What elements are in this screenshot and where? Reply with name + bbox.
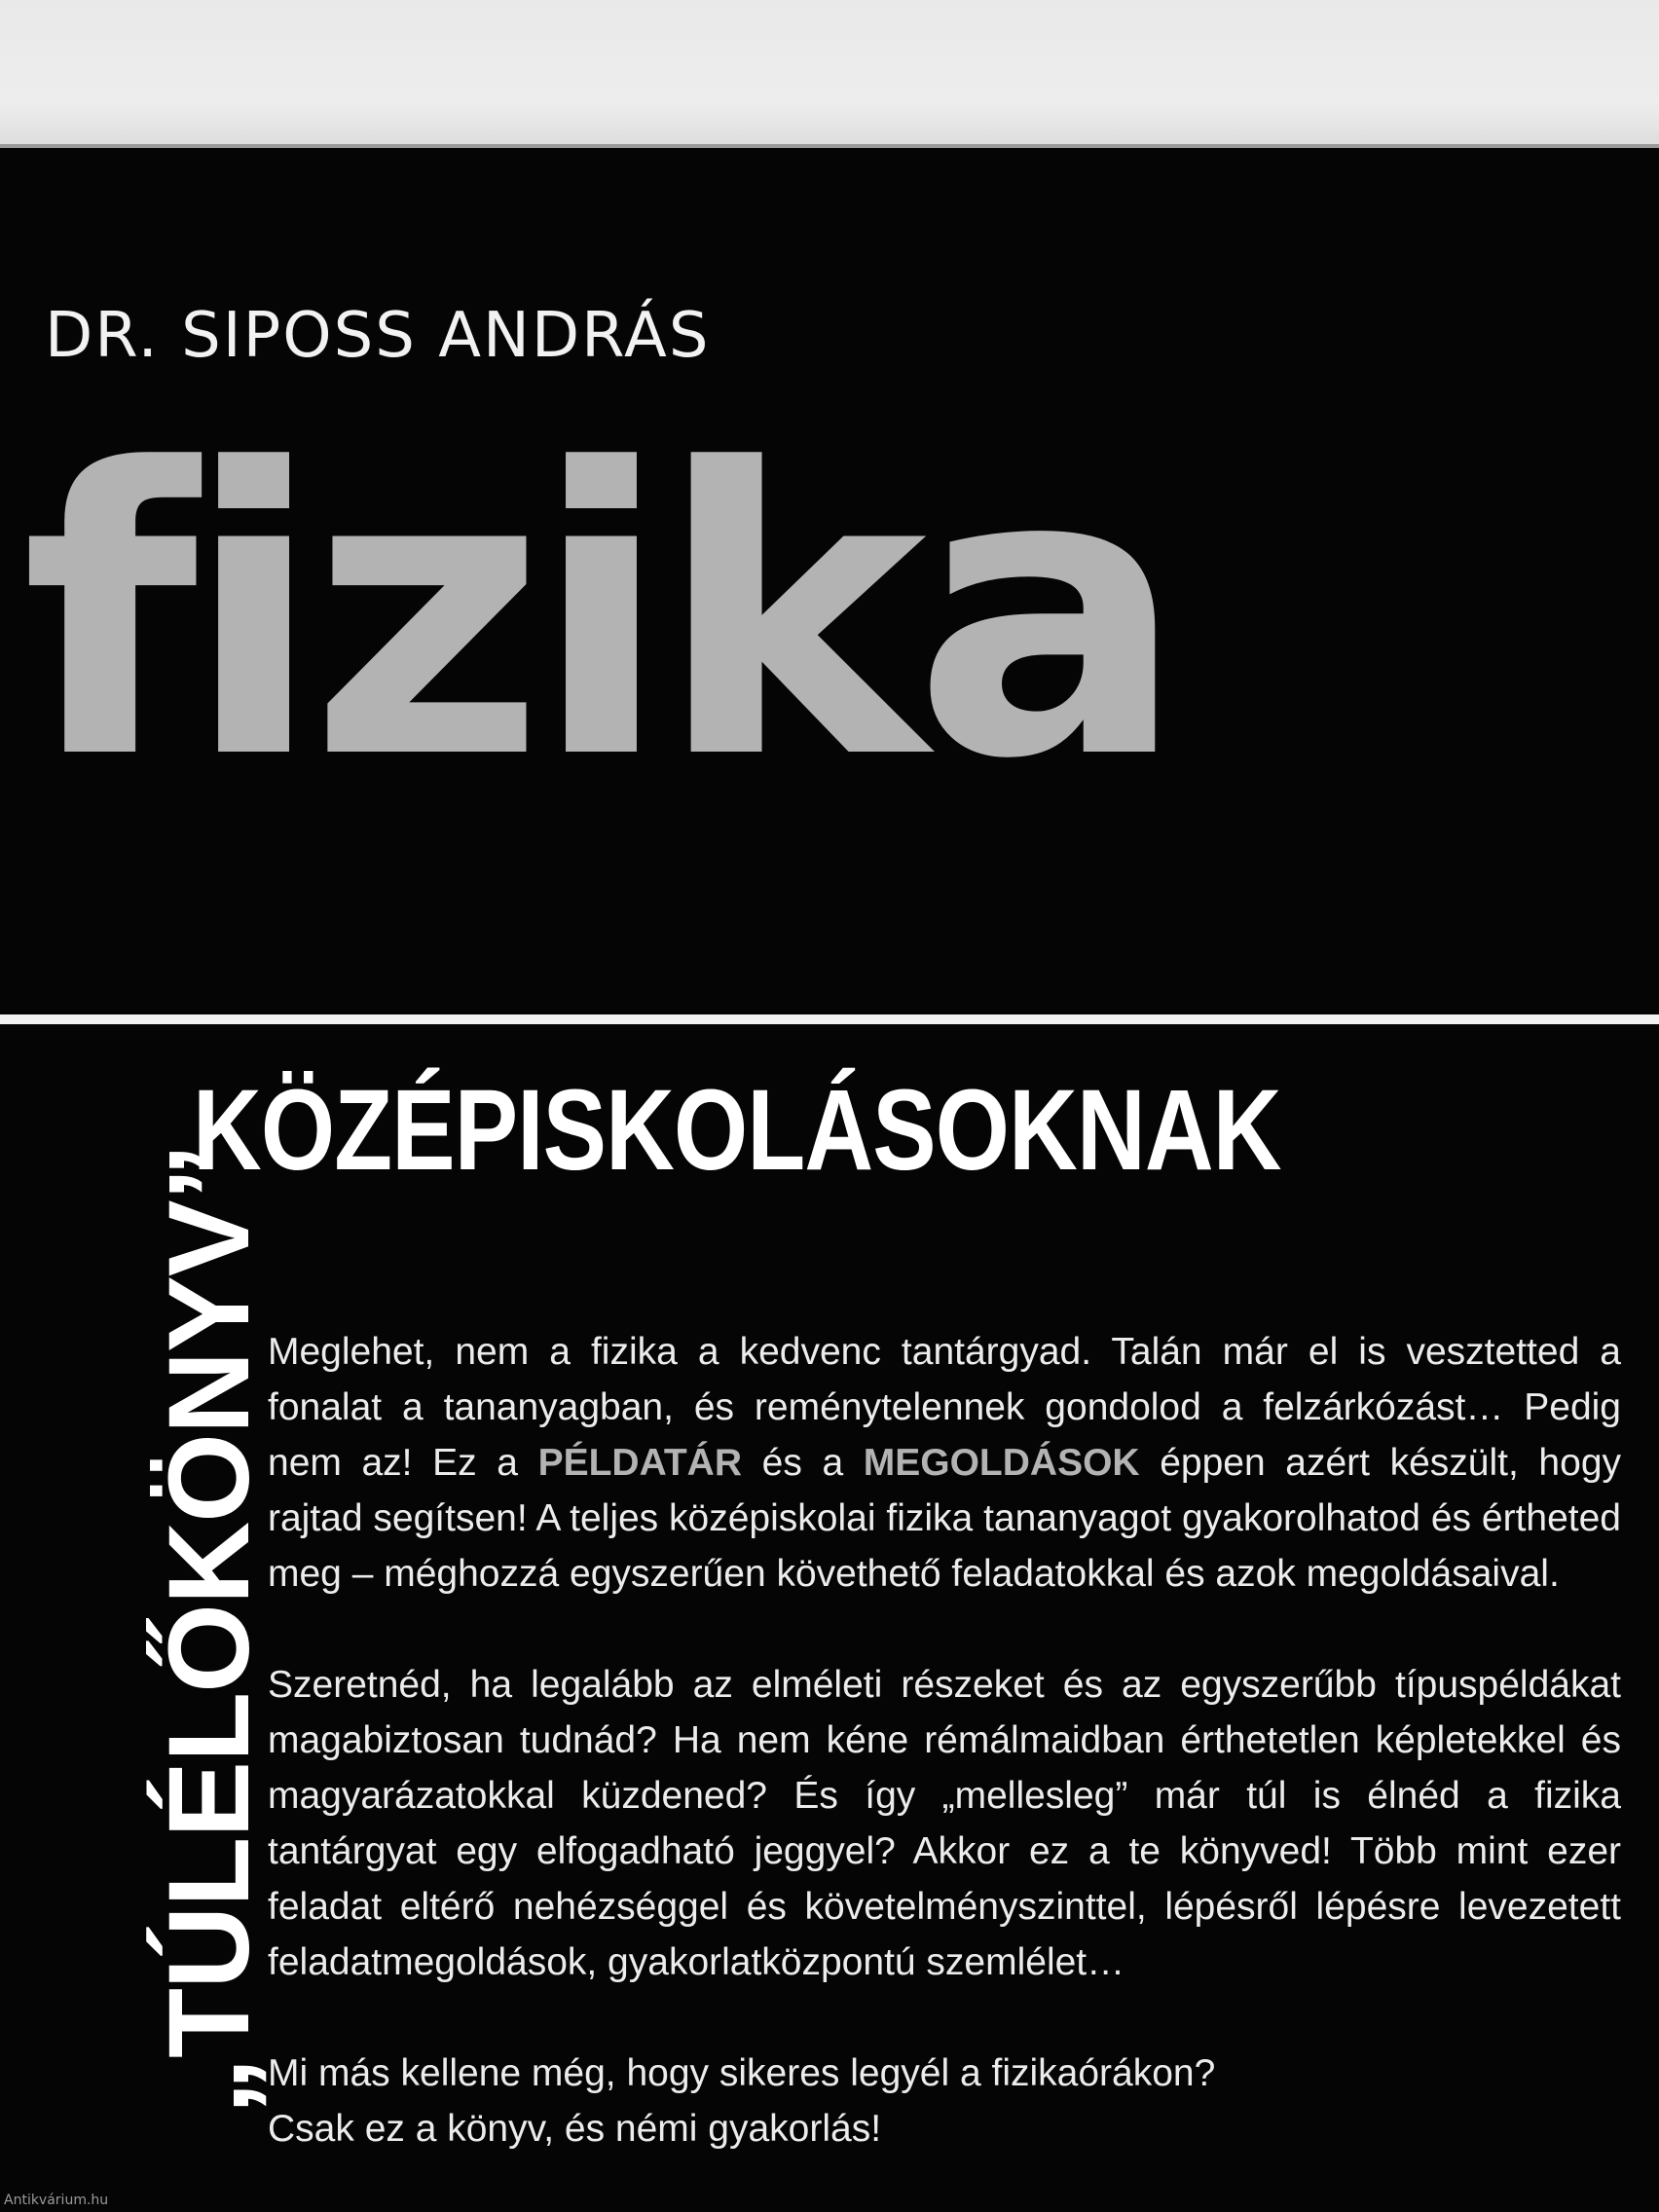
blurb-text: Meglehet, nem a fizika a kedvenc tantárgyad. Talán már el is vesztetted a fonalat a tananyagban, és reménytelennek gondolod a felzárkózást… Pedig nem az! Ez a <box>268 1331 1621 1484</box>
blurb-paragraph-3 <box>268 2046 1621 2157</box>
blurb-closing-line-2: Csak ez a könyv, és némi gyakorlás! <box>268 2108 882 2150</box>
watermark: Antikvárium.hu <box>4 2193 109 2208</box>
blurb-paragraph-1 <box>268 1324 1621 1602</box>
book-subtitle: KÖZÉPISKOLÁSOKNAK <box>193 1066 1281 1195</box>
horizontal-rule <box>0 1014 1659 1024</box>
blurb-text: és a <box>742 1442 864 1484</box>
author-name: DR. SIPOSS ANDRÁS <box>45 300 711 372</box>
vertical-series-title: „TÚLÉLŐKÖNYV” <box>145 1144 274 2115</box>
highlight-peldatar: PÉLDATÁR <box>537 1442 743 1484</box>
paper-background-strip <box>0 0 1659 148</box>
blurb-closing-line-1: Mi más kellene még, hogy sikeres legyél a fizikaórákon? <box>268 2052 1216 2094</box>
book-title: fizika <box>21 386 1173 845</box>
highlight-megoldasok: MEGOLDÁSOK <box>863 1442 1140 1484</box>
blurb-text: éppen azért készült, hogy rajtad segítsen! A teljes középiskolai fizika tananyagot gyakorolhatod és értheted meg – méghozzá egyszerűen követhető feladatokkal és azok megoldásaival. <box>268 1442 1622 1595</box>
back-cover-blurb <box>268 1324 1621 2157</box>
blurb-paragraph-2: Szeretnéd, ha legalább az elméleti részeket és az egyszerűbb típuspéldákat magabiztosan tudnád? Ha nem kéne rémálmaidban érthetetlen képletekkel és magyarázatokkal küzdened? És így „mellesleg” már túl is élnéd a fizika tantárgyat egy elfogadható jeggyel? Akkor ez a te könyved! Több mint ezer feladat eltérő nehézséggel és követelményszinttel, lépésről lépésre levezetett feladatmegoldások, gyakorlatközpontú szemlélet… <box>268 1664 1621 1983</box>
